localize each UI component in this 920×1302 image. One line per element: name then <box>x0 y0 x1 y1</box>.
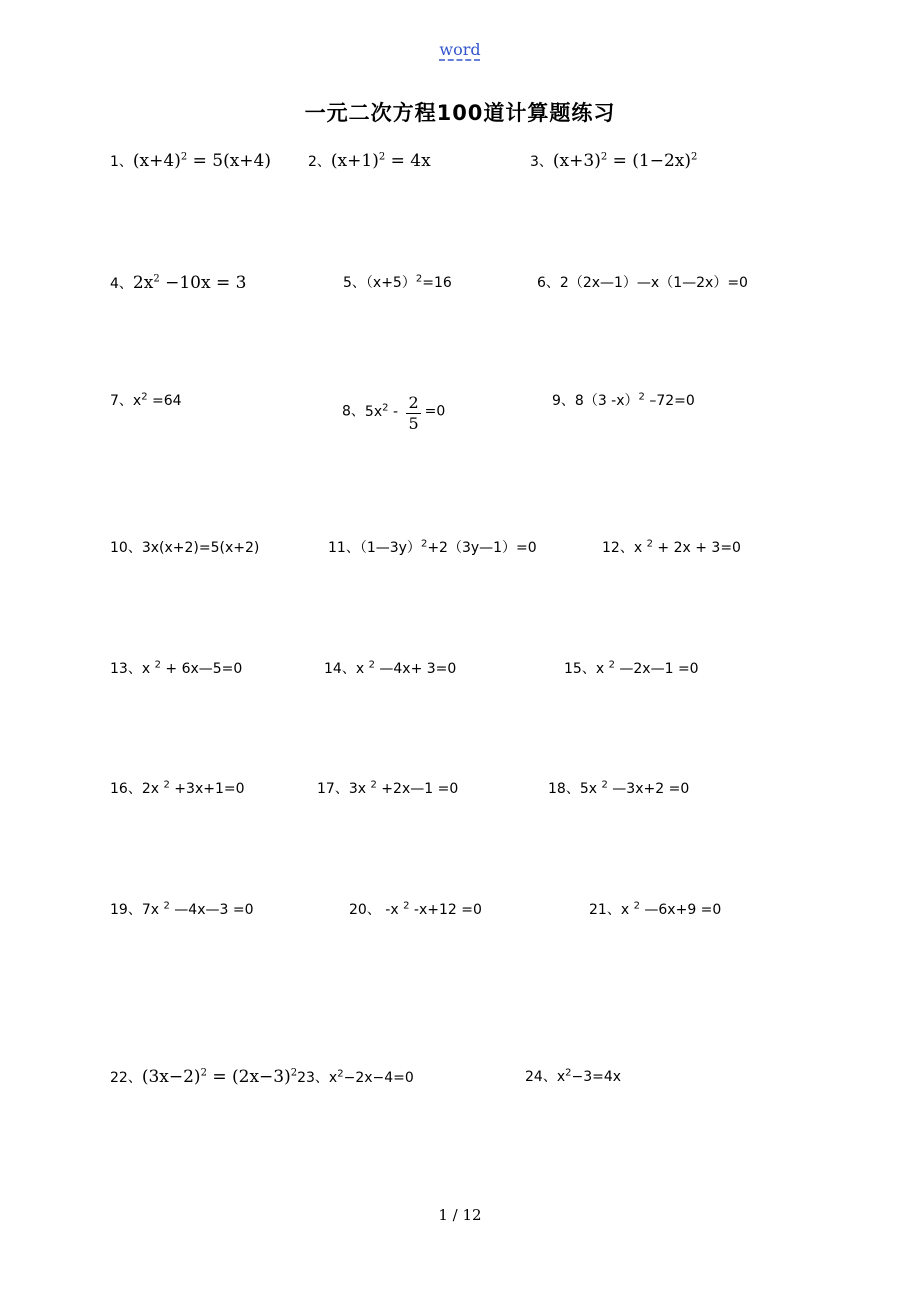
problem-11-equation: （1—3y）$^2$+2（3y—1）=0 <box>359 538 537 556</box>
problem-8-suffix: =0 <box>424 403 446 420</box>
header-word-link[interactable]: word <box>439 40 481 59</box>
problem-4: 4、$2x^2 -10x = 3$ <box>110 273 247 293</box>
problem-18-equation: 5x $^2$ —3x+2 =0 <box>579 779 690 797</box>
problem-19: 19、7x $^2$ —4x—3 =0 <box>110 900 254 918</box>
problem-5: 5、$(x+5)^2=16$ <box>343 273 452 291</box>
problem-7: 7、$x^2 =64$ <box>110 391 182 409</box>
problem-22-23: 22、$(3x-2)^2 = (2x-3)^223$、$x^2-2x-4=0$ <box>110 1067 414 1087</box>
problem-1-equation: $(x+4)^2 = 5(x+4)$ <box>132 151 271 171</box>
problem-24-equation: $x^2-3=4x$ <box>556 1067 622 1085</box>
problem-19-equation: 7x $^2$ —4x—3 =0 <box>141 900 254 918</box>
problem-6: 6、2（2x—1）—x（1—2x）=0 <box>537 275 748 291</box>
problem-1: 1、$(x+4)^2 = 5(x+4)$ <box>110 151 271 171</box>
problem-15-equation: x $^2$ —2x—1 =0 <box>595 659 699 677</box>
problem-13-equation: x $^2$ + 6x—5=0 <box>141 659 243 677</box>
problem-24: 24、$x^2-3=4x$ <box>525 1067 622 1085</box>
problem-15: 15、x $^2$ —2x—1 =0 <box>564 659 699 677</box>
problem-9-equation: 8（3 -x）$^2$ –72=0 <box>574 391 695 409</box>
problem-22-equation: $(3x-2)^2 = (2x-3)^2$ <box>141 1067 298 1087</box>
problem-8-prefix: $5x^2$ - <box>364 401 403 420</box>
problem-17: 17、3x $^2$ +2x—1 =0 <box>317 779 459 797</box>
problem-2: 2、$(x+1)^2 = 4x$ <box>308 151 431 171</box>
problem-8-fraction: $\frac{2}{5}$ <box>408 393 419 433</box>
problem-21: 21、x $^2$ —6x+9 =0 <box>589 900 722 918</box>
problem-8: 8、$5x^2$ - $\frac{2}{5}$ =0 <box>342 393 446 433</box>
problem-18: 18、5x $^2$ —3x+2 =0 <box>548 779 690 797</box>
problem-10-equation: 3x(x+2)=5(x+2) <box>141 540 260 556</box>
problem-4-equation: $2x^2 -10x = 3$ <box>132 273 247 293</box>
problem-23-equation: $x^2-2x-4=0$ <box>328 1068 414 1086</box>
page-title: 一元二次方程100道计算题练习 <box>304 101 616 125</box>
problem-11: 11、（1—3y）$^2$+2（3y—1）=0 <box>328 538 537 556</box>
problem-9: 9、8（3 -x）$^2$ –72=0 <box>552 391 695 409</box>
problem-16-equation: 2x $^2$ +3x+1=0 <box>141 779 245 797</box>
problem-20-equation: -x $^2$ -x+12 =0 <box>380 900 482 918</box>
problem-14: 14、x $^2$ —4x+ 3=0 <box>324 659 457 677</box>
problem-2-equation: $(x+1)^2 = 4x$ <box>330 151 431 171</box>
problem-12-equation: x $^2$ + 2x + 3=0 <box>633 538 741 556</box>
problem-10: 10、3x(x+2)=5(x+2) <box>110 540 260 556</box>
problem-17-equation: 3x $^2$ +2x—1 =0 <box>348 779 459 797</box>
problem-3: 3、$(x+3)^2 = (1-2x)^2$ <box>530 151 698 171</box>
page-number: 1 / 12 <box>438 1206 482 1224</box>
problem-12: 12、x $^2$ + 2x + 3=0 <box>602 538 741 556</box>
problem-16: 16、2x $^2$ +3x+1=0 <box>110 779 245 797</box>
problem-21-equation: x $^2$ —6x+9 =0 <box>620 900 722 918</box>
problem-20: 20、 -x $^2$ -x+12 =0 <box>349 900 482 918</box>
problem-7-equation: $x^2 =64$ <box>132 391 182 409</box>
problem-5-equation: $(x+5)^2=16$ <box>365 273 452 291</box>
problem-13: 13、x $^2$ + 6x—5=0 <box>110 659 243 677</box>
problem-3-equation: $(x+3)^2 = (1-2x)^2$ <box>552 151 698 171</box>
problem-14-equation: x $^2$ —4x+ 3=0 <box>355 659 457 677</box>
problem-6-equation: 2（2x—1）—x（1—2x）=0 <box>559 275 748 291</box>
